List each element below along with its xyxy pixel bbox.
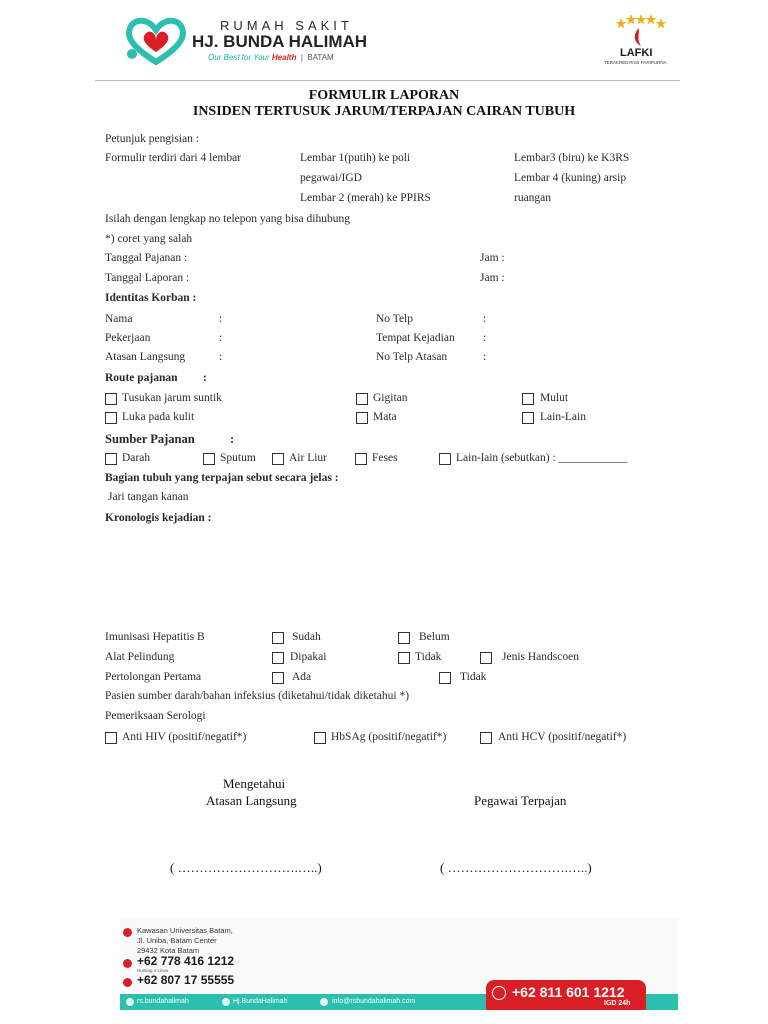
route-needle-checkbox[interactable] <box>105 393 117 405</box>
serology-label: Pemeriksaan Serologi <box>105 710 206 722</box>
header-divider <box>95 80 680 81</box>
hospital-logo-icon <box>120 10 192 70</box>
hepatitis-b-yes-checkbox[interactable] <box>272 632 284 644</box>
sheet-4-cont: ruangan <box>514 192 552 204</box>
source-blood-label: Darah <box>122 452 151 464</box>
source-sputum-label: Sputum <box>220 452 256 464</box>
route-needle-label: Tusukan jarum suntik <box>122 392 222 404</box>
source-feces-checkbox[interactable] <box>355 453 367 465</box>
instructions-note-strike: *) coret yang salah <box>105 233 193 245</box>
footer-instagram: rs.bundahalimah <box>137 998 189 1005</box>
footer-address-line2: Jl. Uniba, Batam Center <box>137 936 217 945</box>
ppe-type-label: Jenis Handscoen <box>502 651 579 663</box>
sheet-4: Lembar 4 (kuning) arsip <box>514 172 627 184</box>
location-pin-icon <box>123 928 132 937</box>
victim-phone-label: No Telp <box>376 313 413 325</box>
anti-hcv-checkbox[interactable] <box>480 732 492 744</box>
instagram-icon <box>126 998 134 1006</box>
phone-icon-2 <box>123 978 132 987</box>
source-heading: Sumber Pajanan <box>105 432 195 446</box>
hbsag-checkbox[interactable] <box>314 732 326 744</box>
source-saliva-checkbox[interactable] <box>272 453 284 465</box>
victim-job-colon: : <box>219 332 223 344</box>
victim-name-colon: : <box>219 313 223 325</box>
hepatitis-b-yes-label: Sudah <box>292 631 321 643</box>
supervisor-phone-label: No Telp Atasan <box>376 351 448 363</box>
ppe-not-used-label: Tidak <box>415 651 442 663</box>
source-blood-checkbox[interactable] <box>105 453 117 465</box>
ppe-label: Alat Pelindung <box>105 651 175 663</box>
exposure-time-label: Jam : <box>480 252 505 264</box>
instructions-note-phone: Isilah dengan lengkap no telepon yang bisa dihubung <box>105 213 350 225</box>
source-other-label: Lain-lain (sebutkan) : ____________ <box>456 452 628 464</box>
route-skin-wound-checkbox[interactable] <box>105 412 117 424</box>
first-aid-label: Pertolongan Pertama <box>105 671 202 683</box>
route-eye-label: Mata <box>373 411 397 423</box>
ppe-not-used-checkbox[interactable] <box>398 652 410 664</box>
source-sputum-checkbox[interactable] <box>203 453 215 465</box>
hospital-tagline <box>208 53 334 62</box>
route-other-label: Lain-Lain <box>540 411 586 423</box>
tagline-prefix: Our Best for Your <box>208 53 270 62</box>
body-part-value: Jari tangan kanan <box>108 491 189 503</box>
footer <box>120 918 678 1010</box>
route-other-checkbox[interactable] <box>522 412 534 424</box>
first-aid-yes-checkbox[interactable] <box>272 672 284 684</box>
footer-address-line3: 29432 Kota Batam <box>137 946 200 955</box>
signature-employee-blank: ( ……………………….…..) <box>440 860 592 875</box>
accreditation-status: TERAKREDITASI PARIPURNA <box>604 60 667 65</box>
body-part-heading: Bagian tubuh yang terpajan sebut secara jelas : <box>105 472 339 484</box>
anti-hiv-label: Anti HIV (positif/negatif*) <box>122 731 247 743</box>
route-eye-checkbox[interactable] <box>356 412 368 424</box>
infectious-source-label: Pasien sumber darah/bahan infeksius (diketahui/tidak diketahui *) <box>105 690 410 702</box>
whatsapp-icon <box>492 986 506 1000</box>
incident-location-label: Tempat Kejadian <box>376 332 455 344</box>
phone-icon <box>123 959 132 968</box>
hospital-name-line1: RUMAH SAKIT <box>220 18 353 33</box>
form-title: FORMULIR LAPORAN <box>308 88 460 103</box>
sheet-2: Lembar 2 (merah) ke PPIRS <box>300 192 431 204</box>
footer-phone1-note: Hunting 4 Lines <box>137 968 169 973</box>
signature-supervisor-role: Atasan Langsung <box>206 793 297 808</box>
first-aid-no-checkbox[interactable] <box>439 672 451 684</box>
supervisor-phone-colon: : <box>483 351 487 363</box>
victim-phone-colon: : <box>483 313 487 325</box>
chronology-heading: Kronologis kejadian : <box>105 512 212 524</box>
incident-location-colon: : <box>483 332 487 344</box>
anti-hcv-label: Anti HCV (positif/negatif*) <box>498 731 627 743</box>
route-mouth-checkbox[interactable] <box>522 393 534 405</box>
first-aid-no-label: Tidak <box>460 671 487 683</box>
tagline-health: Health <box>271 53 297 62</box>
signature-supervisor-blank: ( ……………………….…..) <box>170 860 322 875</box>
sheet-3: Lembar3 (biru) ke K3RS <box>514 152 630 164</box>
route-colon: : <box>203 372 207 384</box>
first-aid-yes-label: Ada <box>292 671 312 683</box>
hepatitis-b-no-label: Belum <box>419 631 450 643</box>
footer-email: info@rsbundahalimah.com <box>332 998 416 1005</box>
source-saliva-label: Air Liur <box>289 452 328 464</box>
hospital-name-line2: HJ. BUNDA HALIMAH <box>192 32 368 51</box>
tagline-separator: | <box>300 53 303 62</box>
route-bite-label: Gigitan <box>373 392 408 404</box>
route-skin-wound-label: Luka pada kulit <box>122 411 195 423</box>
instructions-heading: Petunjuk pengisian : <box>105 133 199 145</box>
signature-employee-role: Pegawai Terpajan <box>474 793 567 808</box>
hbsag-label: HbSAg (positif/negatif*) <box>331 731 447 743</box>
instructions-sheets: Formulir terdiri dari 4 lembar <box>105 152 242 164</box>
ppe-used-label: Dipakai <box>290 651 327 663</box>
igd-phone: +62 811 601 1212 <box>512 984 625 1000</box>
facebook-icon <box>222 998 230 1006</box>
report-date-label: Tanggal Laporan : <box>105 272 190 284</box>
route-heading: Route pajanan <box>105 372 178 384</box>
signature-acknowledged-label: Mengetahui <box>223 776 286 791</box>
hepatitis-b-no-checkbox[interactable] <box>398 632 410 644</box>
hepatitis-b-label: Imunisasi Hepatitis B <box>105 631 205 643</box>
lafki-name: LAFKI <box>620 47 653 59</box>
tagline-city: BATAM <box>307 53 334 62</box>
route-bite-checkbox[interactable] <box>356 393 368 405</box>
victim-name-label: Nama <box>105 313 133 325</box>
sheet-1-cont: pegawai/IGD <box>300 172 362 184</box>
footer-facebook: Hj.BundaHalimah <box>233 998 288 1005</box>
route-mouth-label: Mulut <box>540 392 569 404</box>
sheet-1: Lembar 1(putih) ke poli <box>300 152 411 164</box>
supervisor-colon: : <box>219 351 223 363</box>
footer-phone1: +62 778 416 1212 <box>137 954 235 968</box>
source-colon: : <box>230 432 235 446</box>
victim-job-label: Pekerjaan <box>105 332 151 344</box>
source-feces-label: Feses <box>372 452 398 464</box>
ppe-used-checkbox[interactable] <box>272 652 284 664</box>
exposure-date-label: Tanggal Pajanan : <box>105 252 188 264</box>
report-time-label: Jam : <box>480 272 505 284</box>
anti-hiv-checkbox[interactable] <box>105 732 117 744</box>
victim-identity-heading: Identitas Korban : <box>105 292 197 304</box>
source-other-checkbox[interactable] <box>439 453 451 465</box>
ppe-type-checkbox[interactable] <box>480 652 492 664</box>
igd-label: IGD 24h <box>604 1000 631 1007</box>
email-icon <box>320 998 328 1006</box>
footer-address-line1: Kawasan Universitas Batam, <box>137 926 233 935</box>
supervisor-label: Atasan Langsung <box>105 351 186 363</box>
footer-phone2: +62 807 17 55555 <box>137 973 235 987</box>
form-subtitle: INSIDEN TERTUSUK JARUM/TERPAJAN CAIRAN TUBUH <box>192 104 576 119</box>
